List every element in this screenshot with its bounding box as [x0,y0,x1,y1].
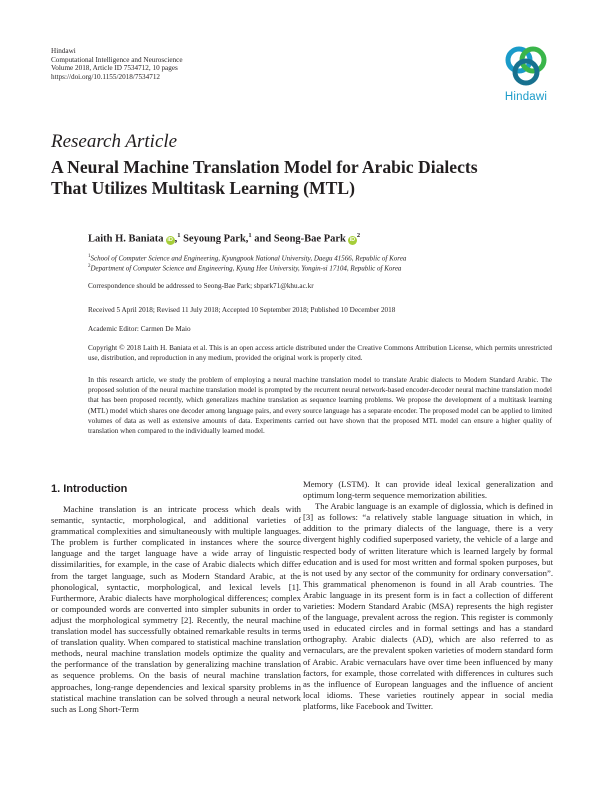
body-column-right [303,479,553,712]
author-affiliation-mark: 2 [356,232,361,239]
paper-title [51,157,551,199]
body-paragraph: Memory (LSTM). It can provide ideal lexical generalization and optimum long-term sequence memorization abilities. [303,479,553,501]
logo-wordmark: Hindawi [504,91,548,103]
author-name: and Seong-Bae Park [254,233,346,245]
journal-header [51,47,183,81]
affiliation-text: School of Computer Science and Engineering, Kyungpook National University, Daegu 41566, Republic of Korea [90,254,407,263]
abstract: In this research article, we study the problem of employing a neural machine translation model to translate Arabic dialects to Modern Standard Arabic. The proposed solution of the neural machine translation model is prompted by the recurrent neural network-based encoder-decoder neural machine translation model that has been proposed recently, which generalizes machine translation as sequence learning problems. We propose the development of a multitask learning (MTL) model which shares one decoder among language pairs, and every source language has a separate encoder. The proposed model can be applied to limited volumes of data as well as extensive amounts of data. Experiments carried out have shown that the proposed MTL model can ensure a higher quality of translation when compared to the individually learned model. [88,376,552,436]
publication-dates: Received 5 April 2018; Revised 11 July 2018; Accepted 10 September 2018; Published 10 December 2018 [88,306,396,314]
body-paragraph: The Arabic language is an example of diglossia, which is defined in [3] as follows: “a relatively stable language situation in which, in addition to the primary dialects of the language, there is a very divergent highly codified superposed variety, the vehicle of a large and respected body of written literature which is learned largely by formal education and is used for most written and formal spoken purposes, but is not used by any sector of the community for ordinary conversation”. This grammatical phenomenon is found in all Arab countries. The Arabic language in its present form is in fact a collection of different varieties: Modern Standard Arabic (MSA) represents the high register of the language, prevalent across the region. This register is commonly used in educated circles and in formal settings and has a standard orthography. Arabic dialects (AD), which are also referred to as vernaculars, are the prevalent spoken varieties of modern standard form of Arabic. Arabic vernaculars have over time been influenced by many factors, for example, those correlated with differences in cultures such as the influence of European languages and the influence of ancient local idioms. These varieties routinely appear in social media platforms, like Facebook and Twitter. [303,501,553,711]
hindawi-logo [498,44,554,103]
body-column-left [51,504,301,715]
academic-editor: Academic Editor: Carmen De Maio [88,325,191,333]
journal-name: Computational Intelligence and Neuroscience [51,55,183,64]
body-paragraph: Machine translation is an intricate process which deals with semantic, syntactic, morphological, and additional varieties of grammatical complexities and simultaneously with multiple languages. The problem is further complicated in instances where the source language and the target language have a wide array of linguistic dissimilarities, for example, in the case of Arabic dialects which differ from the target language, such as Modern Standard Arabic, at the phonological, syntactic, morphological, and lexical levels [1]. Furthermore, Arabic dialects have morphological differences; complex or compounded words are converted into simpler subunits in order to adjust the morphological symmetry [2]. Recently, the neural machine translation model has successfully obtained remarkable results in terms of translation quality. When compared to statistical machine translation methods, neural machine translation models optimize the quality and the performance of the translation by generalizing machine translation as sequence problems. On the basis of neural machine translation approaches, long-range dependencies and lexical sparsity problems in statistical machine translation can be solved through a neural network such as Long Short-Term [51,504,301,714]
orcid-icon[interactable]: iD [349,236,356,243]
affiliation-1 [88,254,406,262]
publisher-name: Hindawi [51,47,76,55]
hindawi-logo-icon [504,44,548,88]
affiliation-number: 2 [88,264,91,269]
affiliation-2 [88,264,401,272]
article-type: Research Article [51,131,178,152]
author-affiliation-mark: 1 [248,232,252,239]
copyright-notice: Copyright © 2018 Laith H. Baniata et al. This is an open access article distributed under the Creative Commons Attribution License, which permits unrestricted use, distribution, and reproduction in any medium, provided the original work is properly cited. [88,344,552,363]
volume-info: Volume 2018, Article ID 7534712, 10 pages [51,64,178,73]
title-line-1: A Neural Machine Translation Model for Arabic Dialects [51,157,478,177]
doi-link[interactable]: https://doi.org/10.1155/2018/7534712 [51,72,161,81]
correspondence: Correspondence should be addressed to Seong-Bae Park; sbpark71@khu.ac.kr [88,282,314,290]
orcid-icon[interactable]: iD [167,236,173,243]
section-heading: 1. Introduction [51,483,128,495]
author-list: Laith H. Baniata iD ,$^1$ Seyoung Park,$^1$ and Seong-Bae Park $iD^2$ [88,232,361,245]
author-affiliation-mark: 1 [177,232,181,239]
title-line-2: That Utilizes Multitask Learning (MTL) [51,178,355,198]
affiliation-text: Department of Computer Science and Engineering, Kyung Hee University, Yongin-si 17104, Republic of Korea [90,264,402,273]
author-name: Laith H. Baniata [88,233,164,245]
author-name: Seyoung Park, [183,233,249,245]
affiliation-number: 1 [88,254,91,259]
